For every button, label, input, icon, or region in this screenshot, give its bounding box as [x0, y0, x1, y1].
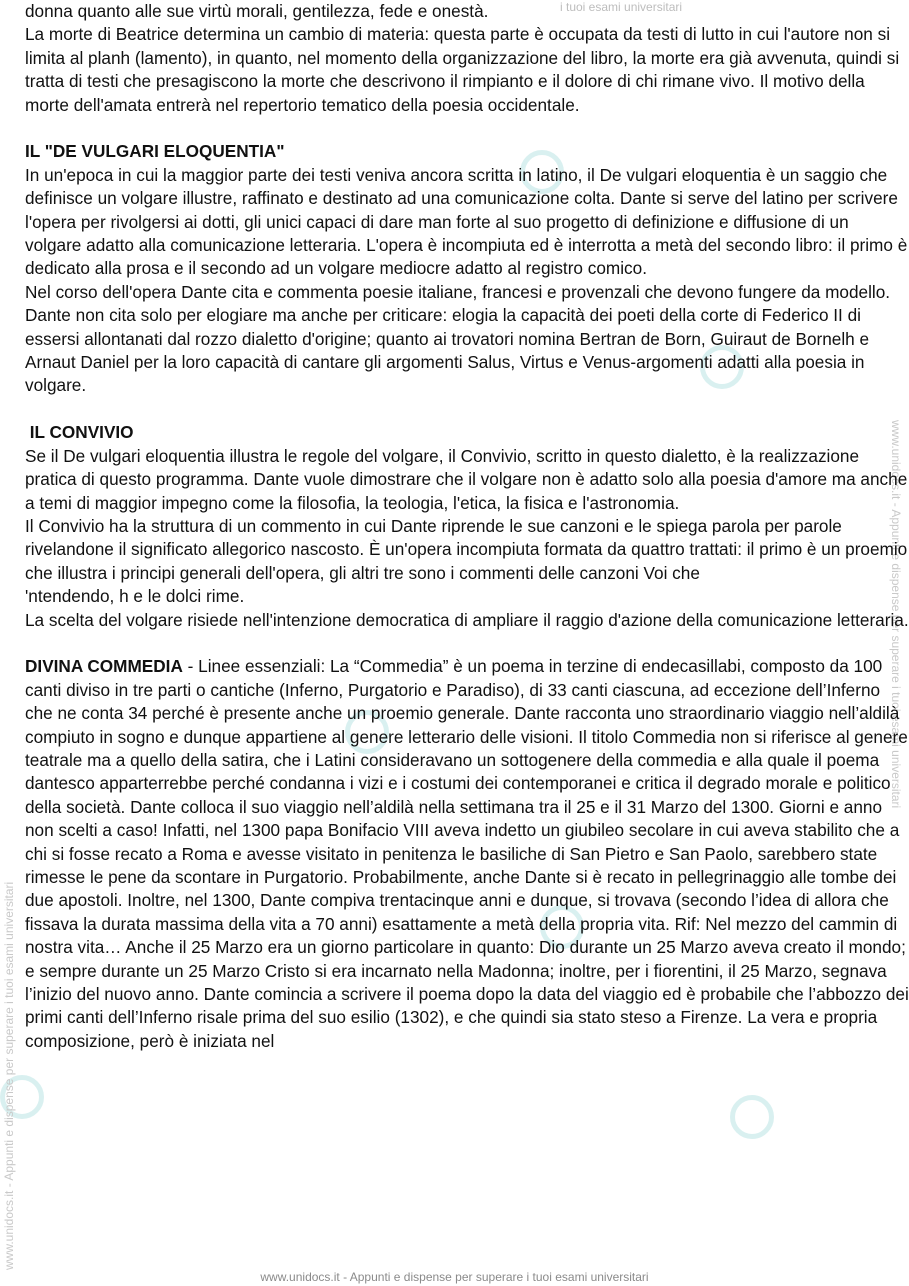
paragraph: Se il De vulgari eloquentia illustra le regole del volgare, il Convivio, scritto in questo dialetto, è la realizzazione pratica di questo programma. Dante vuole dimostrare che il volgare non è adatto solo alla poesia d'amore ma anche a temi di maggior impegno come la filosofia, la teologia, l'etica, la fisica e l'astronomia.: [25, 445, 908, 513]
top-watermark: i tuoi esami universitari: [560, 0, 683, 14]
paragraph: Il Convivio ha la struttura di un commento in cui Dante riprende le sue canzoni e le spiega parola per parole rivelandone il significato allegorico nascosto. È un'opera incompiuta formata da quattro trattati: il primo è un proemio che illustra i principi generali dell'opera, gli altri tre sono i commenti delle canzoni Voi che: [25, 515, 908, 583]
paragraph: La morte di Beatrice determina un cambio di materia: questa parte è occupata da testi di lutto in cui l'autore non si limita al planh (lamento), in quanto, nel momento della organizzazione del libro, la morte era già avvenuta, quindi si tratta di testi che presagiscono la morte che descrivono il rimpianto e il dolore di chi rimane vivo. Il motivo della morte dell'amata entrerà nel repertorio tematico della poesia occidentale.: [25, 24, 900, 115]
paragraph: donna quanto alle sue virtù morali, gentilezza, fede e onestà.: [25, 1, 489, 21]
document-body: [25, 0, 909, 1053]
paragraph: 'ntendendo, h e le dolci rime.: [25, 586, 245, 607]
paragraph: Nel corso dell'opera Dante cita e commenta poesie italiane, francesi e provenzali che devono fungere da modello. Dante non cita solo per elogiare ma anche per criticare: elogia la capacità dei poeti della corte di Federico II di essersi allontanati dal rozzo dialetto d'origine; quanto ai trovatori nomina Bertran de Born, Guiraut de Bornelh e Arnaut Daniel per la loro capacità di cantare gli argomenti Salus, Virtus e Venus-argomenti adatti alla poesia in volgare.: [25, 281, 891, 396]
right-side-watermark: www.unidocs.it - Appunti e dispense per superare i tuoi esami universitari: [889, 420, 903, 809]
left-side-watermark: www.unidocs.it - Appunti e dispense per superare i tuoi esami universitari: [2, 881, 16, 1270]
paragraph: In un'epoca in cui la maggior parte dei testi veniva ancora scritta in latino, il De vulgari eloquentia è un saggio che definisce un volgare illustre, raffinato e destinato ad una comunicazione colta. Dante si serve del latino per scrivere l'opera per rivolgersi ai dotti, gli unici capaci di dare man forte al suo progetto di definizione e diffusione di un volgare adatto alla comunicazione letteraria. L'opera è incompiuta ed è interrotta a metà del secondo libro: il primo è dedicato alla prosa e il secondo ad un volgare mediocre adatto al registro comico.: [25, 164, 908, 279]
section-heading-commedia: DIVINA COMMEDIA: [25, 656, 183, 677]
section-heading-convivio: IL CONVIVIO: [25, 422, 134, 443]
section-heading-de-vulgari: IL "DE VULGARI ELOQUENTIA": [25, 141, 285, 162]
paragraph: La scelta del volgare risiede nell'intenzione democratica di ampliare il raggio d'azione della comunicazione letteraria.: [25, 609, 909, 630]
watermark-logo-icon: [730, 1095, 774, 1139]
paragraph-text: - Linee essenziali: La “Commedia” è un poema in terzine di endecasillabi, composto da 100 canti diviso in tre parti o cantiche (Inferno, Purgatorio e Paradiso), di 33 canti ciascuna, ad eccezione dell’Inferno che ne conta 34 perché è presente anche un proemio generale. Dante racconta uno straordinario viaggio nell’aldilà compiuto in sogno e dunque appartiene al genere letterario delle visioni. Il titolo Commedia non si riferisce al genere teatrale ma a quello della satira, che i Latini consideravano un sottogenere della commedia e alla quale il poema dantesco apparterrebbe perché condanna i vizi e i costumi dei contemporanei e critica il degrado morale e politico della società. Dante colloca il suo viaggio nell’aldilà nella settimana tra il 25 e il 31 Marzo del 1300. Giorni e anno non scelti a caso! Infatti, nel 1300 papa Bonifacio VIII aveva indetto un giubileo secolare in cui aveva stabilito che a chi si fosse recato a Roma e avesse visitato in penitenza le basiliche di San Pietro e San Paolo, sarebbero state rimesse le pene da scontare in Purgatorio. Probabilmente, anche Dante si è recato in pellegrinaggio alle tombe dei due apostoli. Inoltre, nel 1300, Dante compiva trentacinque anni e dunque, si trovava (secondo l’idea di allora che fissava la durata massima della vita a 70 anni) esattamente a metà della propria vita. Rif: Nel mezzo del cammin di nostra vita… Anche il 25 Marzo era un giorno particolare in quanto: Dio durante un 25 Marzo aveva creato il mondo; e sempre durante un 25 Marzo Cristo si era incarnato nella Madonna; inoltre, per i fiorentini, il 25 Marzo, segnava l’inizio del nuovo anno. Dante comincia a scrivere il poema dopo la data del viaggio ed è probabile che l’abbozzo dei primi canti dell’Inferno risale prima del suo esilio (1302), e che quindi sia stato steso a Firenze. La vera e propria composizione, però è iniziata nel: [25, 656, 909, 1051]
paragraph-commedia: [25, 655, 909, 1053]
footer-watermark: www.unidocs.it - Appunti e dispense per superare i tuoi esami universitari: [260, 1270, 649, 1284]
